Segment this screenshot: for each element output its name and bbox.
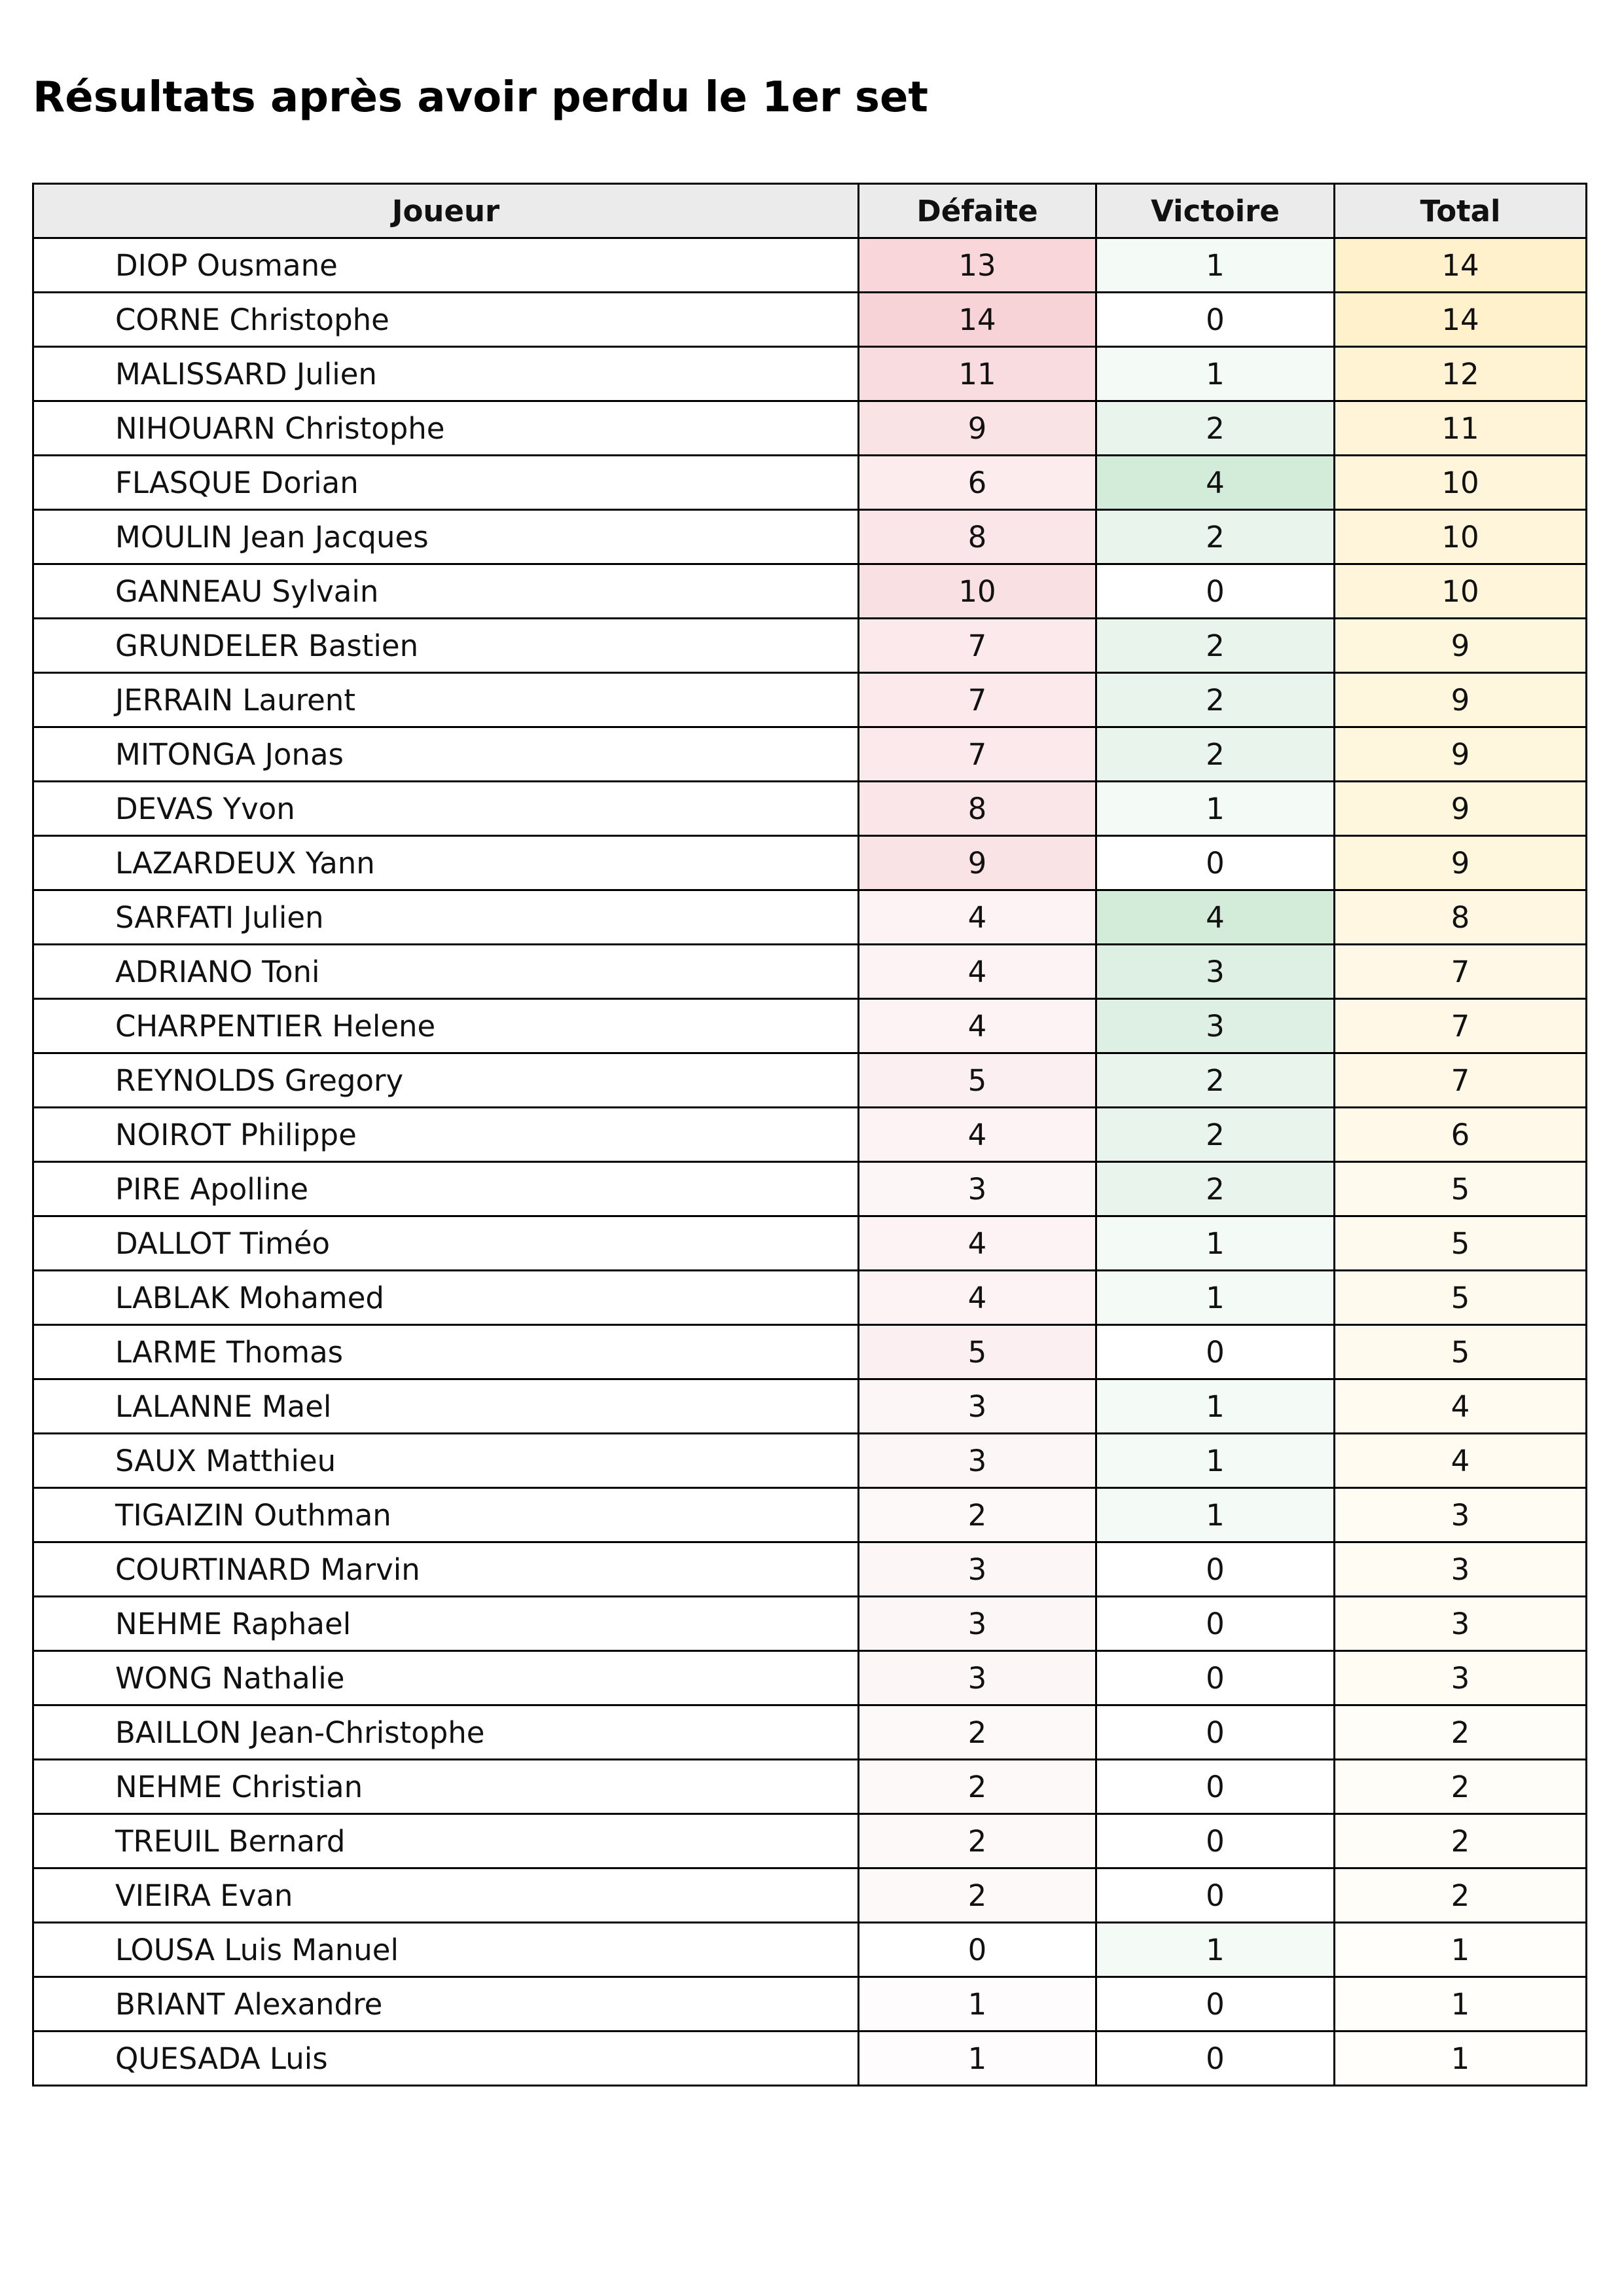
victoire-cell: 4 xyxy=(1096,456,1335,510)
table-row xyxy=(33,1705,1587,1760)
defaite-cell: 13 xyxy=(859,238,1096,293)
player-name-cell: WONG Nathalie xyxy=(33,1651,859,1705)
victoire-cell: 2 xyxy=(1096,673,1335,727)
header-row xyxy=(33,184,1587,238)
table-row xyxy=(33,1379,1587,1434)
victoire-cell: 3 xyxy=(1096,999,1335,1053)
defaite-cell: 4 xyxy=(859,1108,1096,1162)
table-row xyxy=(33,1651,1587,1705)
total-cell: 2 xyxy=(1335,1760,1587,1814)
total-cell: 4 xyxy=(1335,1379,1587,1434)
table-row xyxy=(33,456,1587,510)
defaite-cell: 3 xyxy=(859,1651,1096,1705)
player-name-cell: SAUX Matthieu xyxy=(33,1434,859,1488)
player-name-cell: GRUNDELER Bastien xyxy=(33,619,859,673)
total-cell: 2 xyxy=(1335,1868,1587,1923)
player-name-cell: JERRAIN Laurent xyxy=(33,673,859,727)
victoire-cell: 1 xyxy=(1096,238,1335,293)
total-cell: 5 xyxy=(1335,1162,1587,1216)
victoire-cell: 0 xyxy=(1096,1760,1335,1814)
defaite-cell: 5 xyxy=(859,1053,1096,1108)
table-row xyxy=(33,782,1587,836)
player-name-cell: LALANNE Mael xyxy=(33,1379,859,1434)
total-cell: 11 xyxy=(1335,401,1587,456)
victoire-cell: 1 xyxy=(1096,1271,1335,1325)
total-cell: 5 xyxy=(1335,1216,1587,1271)
header-joueur: Joueur xyxy=(33,184,859,238)
victoire-cell: 4 xyxy=(1096,890,1335,945)
defaite-cell: 4 xyxy=(859,999,1096,1053)
table-row xyxy=(33,1923,1587,1977)
total-cell: 2 xyxy=(1335,1814,1587,1868)
total-cell: 12 xyxy=(1335,347,1587,401)
table-row xyxy=(33,1760,1587,1814)
total-cell: 14 xyxy=(1335,238,1587,293)
player-name-cell: VIEIRA Evan xyxy=(33,1868,859,1923)
table-row xyxy=(33,1216,1587,1271)
table-header xyxy=(33,184,1587,238)
player-name-cell: NIHOUARN Christophe xyxy=(33,401,859,456)
player-name-cell: TREUIL Bernard xyxy=(33,1814,859,1868)
table-row xyxy=(33,1162,1587,1216)
player-name-cell: COURTINARD Marvin xyxy=(33,1542,859,1597)
defaite-cell: 3 xyxy=(859,1379,1096,1434)
total-cell: 2 xyxy=(1335,1705,1587,1760)
defaite-cell: 9 xyxy=(859,401,1096,456)
victoire-cell: 2 xyxy=(1096,619,1335,673)
victoire-cell: 1 xyxy=(1096,1216,1335,1271)
player-name-cell: TIGAIZIN Outhman xyxy=(33,1488,859,1542)
total-cell: 9 xyxy=(1335,836,1587,890)
victoire-cell: 1 xyxy=(1096,782,1335,836)
defaite-cell: 2 xyxy=(859,1488,1096,1542)
victoire-cell: 0 xyxy=(1096,1977,1335,2032)
total-cell: 10 xyxy=(1335,564,1587,619)
total-cell: 5 xyxy=(1335,1271,1587,1325)
table-row xyxy=(33,564,1587,619)
table-row xyxy=(33,1325,1587,1379)
player-name-cell: NEHME Christian xyxy=(33,1760,859,1814)
total-cell: 1 xyxy=(1335,1923,1587,1977)
player-name-cell: LABLAK Mohamed xyxy=(33,1271,859,1325)
total-cell: 9 xyxy=(1335,673,1587,727)
total-cell: 3 xyxy=(1335,1542,1587,1597)
total-cell: 8 xyxy=(1335,890,1587,945)
defaite-cell: 7 xyxy=(859,727,1096,782)
table-row xyxy=(33,347,1587,401)
table-row xyxy=(33,510,1587,564)
victoire-cell: 0 xyxy=(1096,1651,1335,1705)
defaite-cell: 4 xyxy=(859,890,1096,945)
defaite-cell: 2 xyxy=(859,1814,1096,1868)
defaite-cell: 0 xyxy=(859,1923,1096,1977)
total-cell: 1 xyxy=(1335,1977,1587,2032)
victoire-cell: 0 xyxy=(1096,1597,1335,1651)
defaite-cell: 1 xyxy=(859,1977,1096,2032)
total-cell: 3 xyxy=(1335,1597,1587,1651)
defaite-cell: 14 xyxy=(859,293,1096,347)
defaite-cell: 8 xyxy=(859,782,1096,836)
defaite-cell: 9 xyxy=(859,836,1096,890)
page-title: Résultats après avoir perdu le 1er set xyxy=(33,73,928,122)
defaite-cell: 6 xyxy=(859,456,1096,510)
player-name-cell: LARME Thomas xyxy=(33,1325,859,1379)
player-name-cell: MALISSARD Julien xyxy=(33,347,859,401)
player-name-cell: DALLOT Timéo xyxy=(33,1216,859,1271)
victoire-cell: 0 xyxy=(1096,2032,1335,2086)
table-row xyxy=(33,1271,1587,1325)
total-cell: 5 xyxy=(1335,1325,1587,1379)
defaite-cell: 3 xyxy=(859,1162,1096,1216)
victoire-cell: 0 xyxy=(1096,1542,1335,1597)
victoire-cell: 0 xyxy=(1096,1325,1335,1379)
player-name-cell: MITONGA Jonas xyxy=(33,727,859,782)
player-name-cell: NOIROT Philippe xyxy=(33,1108,859,1162)
total-cell: 7 xyxy=(1335,999,1587,1053)
victoire-cell: 2 xyxy=(1096,510,1335,564)
table-row xyxy=(33,2032,1587,2086)
defaite-cell: 3 xyxy=(859,1597,1096,1651)
victoire-cell: 2 xyxy=(1096,727,1335,782)
victoire-cell: 2 xyxy=(1096,401,1335,456)
defaite-cell: 4 xyxy=(859,945,1096,999)
victoire-cell: 0 xyxy=(1096,836,1335,890)
defaite-cell: 4 xyxy=(859,1271,1096,1325)
total-cell: 14 xyxy=(1335,293,1587,347)
total-cell: 10 xyxy=(1335,456,1587,510)
defaite-cell: 8 xyxy=(859,510,1096,564)
table-row xyxy=(33,945,1587,999)
victoire-cell: 0 xyxy=(1096,564,1335,619)
victoire-cell: 0 xyxy=(1096,1814,1335,1868)
table-row xyxy=(33,1868,1587,1923)
total-cell: 10 xyxy=(1335,510,1587,564)
player-name-cell: QUESADA Luis xyxy=(33,2032,859,2086)
defaite-cell: 3 xyxy=(859,1434,1096,1488)
player-name-cell: BRIANT Alexandre xyxy=(33,1977,859,2032)
table-row xyxy=(33,1977,1587,2032)
results-table xyxy=(32,183,1587,2086)
defaite-cell: 10 xyxy=(859,564,1096,619)
total-cell: 3 xyxy=(1335,1488,1587,1542)
victoire-cell: 0 xyxy=(1096,1868,1335,1923)
defaite-cell: 1 xyxy=(859,2032,1096,2086)
table-row xyxy=(33,293,1587,347)
table-row xyxy=(33,1814,1587,1868)
total-cell: 7 xyxy=(1335,1053,1587,1108)
player-name-cell: MOULIN Jean Jacques xyxy=(33,510,859,564)
table-row xyxy=(33,1488,1587,1542)
total-cell: 9 xyxy=(1335,727,1587,782)
table-row xyxy=(33,1434,1587,1488)
table-row xyxy=(33,1597,1587,1651)
victoire-cell: 1 xyxy=(1096,347,1335,401)
defaite-cell: 2 xyxy=(859,1705,1096,1760)
table-row xyxy=(33,1053,1587,1108)
header-victoire: Victoire xyxy=(1096,184,1335,238)
total-cell: 7 xyxy=(1335,945,1587,999)
player-name-cell: LOUSA Luis Manuel xyxy=(33,1923,859,1977)
total-cell: 1 xyxy=(1335,2032,1587,2086)
victoire-cell: 2 xyxy=(1096,1053,1335,1108)
victoire-cell: 1 xyxy=(1096,1434,1335,1488)
header-total: Total xyxy=(1335,184,1587,238)
player-name-cell: ADRIANO Toni xyxy=(33,945,859,999)
victoire-cell: 1 xyxy=(1096,1923,1335,1977)
total-cell: 9 xyxy=(1335,619,1587,673)
total-cell: 6 xyxy=(1335,1108,1587,1162)
victoire-cell: 0 xyxy=(1096,293,1335,347)
defaite-cell: 2 xyxy=(859,1868,1096,1923)
header-defaite: Défaite xyxy=(859,184,1096,238)
total-cell: 3 xyxy=(1335,1651,1587,1705)
victoire-cell: 2 xyxy=(1096,1108,1335,1162)
victoire-cell: 1 xyxy=(1096,1488,1335,1542)
defaite-cell: 4 xyxy=(859,1216,1096,1271)
player-name-cell: PIRE Apolline xyxy=(33,1162,859,1216)
defaite-cell: 2 xyxy=(859,1760,1096,1814)
table-body xyxy=(33,238,1587,2086)
player-name-cell: DEVAS Yvon xyxy=(33,782,859,836)
total-cell: 9 xyxy=(1335,782,1587,836)
defaite-cell: 11 xyxy=(859,347,1096,401)
table-row xyxy=(33,619,1587,673)
player-name-cell: BAILLON Jean-Christophe xyxy=(33,1705,859,1760)
player-name-cell: CORNE Christophe xyxy=(33,293,859,347)
table-row xyxy=(33,401,1587,456)
player-name-cell: GANNEAU Sylvain xyxy=(33,564,859,619)
player-name-cell: FLASQUE Dorian xyxy=(33,456,859,510)
defaite-cell: 7 xyxy=(859,673,1096,727)
table-row xyxy=(33,727,1587,782)
table-row xyxy=(33,1542,1587,1597)
table-row xyxy=(33,836,1587,890)
victoire-cell: 0 xyxy=(1096,1705,1335,1760)
defaite-cell: 3 xyxy=(859,1542,1096,1597)
player-name-cell: SARFATI Julien xyxy=(33,890,859,945)
player-name-cell: DIOP Ousmane xyxy=(33,238,859,293)
victoire-cell: 1 xyxy=(1096,1379,1335,1434)
defaite-cell: 7 xyxy=(859,619,1096,673)
victoire-cell: 3 xyxy=(1096,945,1335,999)
player-name-cell: NEHME Raphael xyxy=(33,1597,859,1651)
player-name-cell: CHARPENTIER Helene xyxy=(33,999,859,1053)
total-cell: 4 xyxy=(1335,1434,1587,1488)
victoire-cell: 2 xyxy=(1096,1162,1335,1216)
table-row xyxy=(33,890,1587,945)
defaite-cell: 5 xyxy=(859,1325,1096,1379)
table-row xyxy=(33,238,1587,293)
player-name-cell: LAZARDEUX Yann xyxy=(33,836,859,890)
player-name-cell: REYNOLDS Gregory xyxy=(33,1053,859,1108)
table-row xyxy=(33,1108,1587,1162)
table-row xyxy=(33,999,1587,1053)
table-row xyxy=(33,673,1587,727)
